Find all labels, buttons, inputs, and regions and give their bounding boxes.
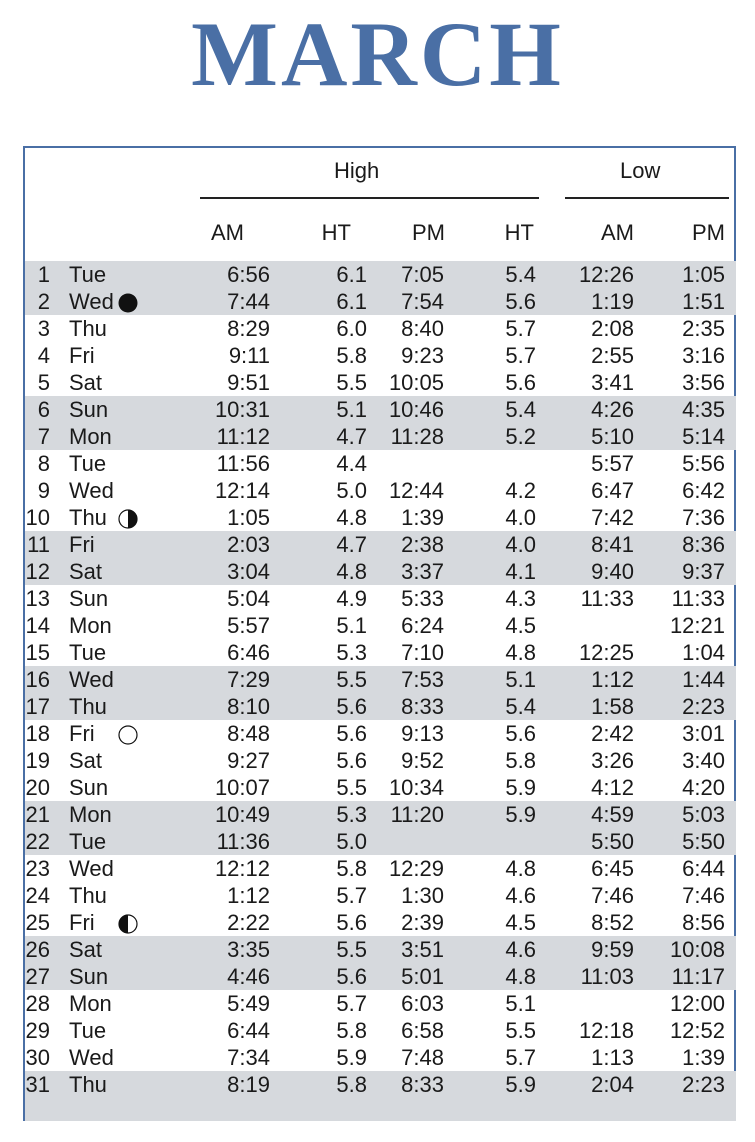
weekday: Mon (69, 424, 112, 449)
high-pm-height: 5.9 (505, 1072, 536, 1097)
weekday: Mon (69, 991, 112, 1016)
day-number: 21 (25, 802, 50, 827)
table-row (25, 990, 736, 1017)
low-pm-time: 2:35 (682, 316, 725, 341)
table-row (25, 639, 736, 666)
day-number: 7 (37, 424, 50, 449)
high-pm-height: 5.2 (505, 424, 536, 449)
high-am-time: 8:48 (227, 721, 270, 746)
high-am-time: 10:49 (214, 802, 270, 827)
high-pm-height: 5.7 (505, 343, 536, 368)
low-group-rule (565, 197, 729, 199)
low-pm-time: 5:14 (682, 424, 725, 449)
day-number: 24 (25, 883, 50, 908)
high-pm-height: 4.8 (505, 964, 536, 989)
high-am-height: 5.7 (336, 991, 367, 1016)
weekday: Thu (69, 883, 107, 908)
low-pm-time: 4:20 (682, 775, 725, 800)
high-pm-height: 4.2 (505, 478, 536, 503)
high-am-height: 4.4 (336, 451, 367, 476)
weekday: Fri (69, 532, 95, 557)
high-am-time: 8:10 (227, 694, 270, 719)
high-am-time: 12:14 (214, 478, 270, 503)
high-am-time: 6:46 (227, 640, 270, 665)
weekday: Sat (69, 748, 103, 773)
high-am-height: 4.8 (336, 505, 367, 530)
last-quarter-icon (118, 913, 138, 933)
low-pm-time: 12:00 (669, 991, 725, 1016)
high-pm-time: 9:52 (401, 748, 444, 773)
day-number: 8 (37, 451, 50, 476)
full-moon-icon (118, 724, 138, 744)
high-am-height: 5.6 (336, 721, 367, 746)
high-pm-height: 4.6 (505, 937, 536, 962)
low-pm-time: 12:21 (669, 613, 725, 638)
high-am-time: 9:51 (227, 370, 270, 395)
low-am-time: 1:19 (591, 289, 634, 314)
high-am-height: 5.8 (336, 1018, 367, 1043)
low-am-time: 5:10 (591, 424, 634, 449)
low-am-time: 6:45 (591, 856, 634, 881)
low-am-time: 3:26 (591, 748, 634, 773)
high-am-time: 5:04 (227, 586, 270, 611)
high-pm-time: 10:46 (388, 397, 444, 422)
weekday: Tue (69, 640, 107, 665)
high-am-height: 5.7 (336, 883, 367, 908)
table-row (25, 666, 736, 693)
low-pm-time: 5:50 (682, 829, 725, 854)
low-am-time: 2:08 (591, 316, 634, 341)
low-pm-time: 12:52 (669, 1018, 725, 1043)
table-row (25, 288, 736, 315)
day-number: 31 (25, 1072, 50, 1097)
high-am-height: 5.0 (336, 829, 367, 854)
high-pm-time: 1:39 (401, 505, 444, 530)
low-pm-time: 7:46 (682, 883, 725, 908)
weekday: Sat (69, 370, 103, 395)
table-row (25, 1071, 736, 1098)
high-am-height: 5.1 (336, 397, 367, 422)
high-am-time: 5:57 (227, 613, 270, 638)
high-pm-time: 8:40 (401, 316, 444, 341)
table-row (25, 747, 736, 774)
high-am-height: 5.3 (336, 802, 367, 827)
high-am-height: 5.9 (336, 1045, 367, 1070)
low-am-time: 6:47 (591, 478, 634, 503)
high-pm-height: 5.4 (505, 694, 536, 719)
high-pm-height: 4.0 (505, 505, 536, 530)
day-number: 16 (25, 667, 50, 692)
high-pm-height: 5.1 (505, 667, 536, 692)
high-am-height: 4.9 (336, 586, 367, 611)
high-pm-time: 11:20 (390, 802, 444, 827)
col-header-low-pm: PM (692, 220, 725, 245)
high-pm-time: 6:58 (401, 1018, 444, 1043)
day-number: 28 (25, 991, 50, 1016)
low-pm-time: 9:37 (682, 559, 725, 584)
weekday: Fri (69, 721, 95, 746)
high-pm-height: 4.3 (505, 586, 536, 611)
high-am-height: 5.6 (336, 748, 367, 773)
high-pm-height: 4.8 (505, 856, 536, 881)
low-am-time: 2:42 (591, 721, 634, 746)
col-header-high-am: AM (211, 220, 244, 245)
weekday: Thu (69, 316, 107, 341)
weekday: Wed (69, 289, 114, 314)
high-pm-height: 4.5 (505, 910, 536, 935)
high-pm-height: 5.9 (505, 775, 536, 800)
high-pm-time: 10:34 (388, 775, 444, 800)
high-am-height: 5.0 (336, 478, 367, 503)
weekday: Thu (69, 1072, 107, 1097)
high-pm-height: 5.7 (505, 1045, 536, 1070)
high-pm-time: 6:03 (401, 991, 444, 1016)
day-number: 6 (37, 397, 50, 422)
high-am-time: 8:29 (227, 316, 270, 341)
table-row (25, 342, 736, 369)
high-am-time: 8:19 (227, 1072, 270, 1097)
low-pm-time: 5:03 (682, 802, 725, 827)
table-row (25, 450, 736, 477)
high-pm-time: 10:05 (388, 370, 444, 395)
table-row (25, 315, 736, 342)
low-am-time: 4:12 (591, 775, 634, 800)
high-am-height: 5.8 (336, 343, 367, 368)
high-pm-height: 5.6 (505, 370, 536, 395)
high-pm-height: 4.5 (505, 613, 536, 638)
high-pm-height: 4.8 (505, 640, 536, 665)
high-am-height: 5.6 (336, 910, 367, 935)
high-pm-height: 5.4 (505, 397, 536, 422)
table-row (25, 1044, 736, 1071)
weekday: Fri (69, 910, 95, 935)
high-pm-time: 6:24 (401, 613, 444, 638)
high-am-height: 5.6 (336, 964, 367, 989)
weekday: Wed (69, 478, 114, 503)
high-pm-height: 5.6 (505, 721, 536, 746)
high-pm-height: 5.5 (505, 1018, 536, 1043)
day-number: 18 (25, 721, 50, 746)
high-am-time: 3:35 (227, 937, 270, 962)
day-number: 1 (37, 262, 50, 287)
table-row (25, 261, 736, 288)
weekday: Fri (69, 343, 95, 368)
table-row (25, 720, 736, 747)
high-am-time: 5:49 (227, 991, 270, 1016)
high-pm-time: 7:05 (401, 262, 444, 287)
table-row (25, 801, 736, 828)
weekday: Wed (69, 856, 114, 881)
table-row (25, 396, 736, 423)
weekday: Tue (69, 829, 107, 854)
col-header-high-pm: PM (412, 220, 445, 245)
weekday: Sun (69, 964, 109, 989)
high-pm-time: 8:33 (401, 1072, 444, 1097)
low-pm-time: 6:44 (682, 856, 725, 881)
high-am-time: 11:56 (216, 451, 270, 476)
table-row (25, 1017, 736, 1044)
high-pm-height: 5.8 (505, 748, 536, 773)
high-pm-height: 5.1 (505, 991, 536, 1016)
high-am-time: 2:03 (227, 532, 270, 557)
table-row (25, 558, 736, 585)
weekday: Thu (69, 694, 107, 719)
low-am-time: 5:57 (591, 451, 634, 476)
weekday: Tue (69, 262, 107, 287)
day-number: 13 (25, 586, 50, 611)
col-header-low-am: AM (601, 220, 634, 245)
high-am-height: 6.1 (336, 262, 367, 287)
high-am-time: 2:22 (227, 910, 270, 935)
day-number: 23 (25, 856, 50, 881)
day-number: 14 (25, 613, 50, 638)
table-row (25, 828, 736, 855)
day-number: 27 (25, 964, 50, 989)
day-number: 19 (25, 748, 50, 773)
day-number: 30 (25, 1045, 50, 1070)
low-pm-time: 7:36 (682, 505, 725, 530)
low-pm-time: 8:36 (682, 532, 725, 557)
low-pm-time: 3:16 (682, 343, 725, 368)
high-pm-time: 9:23 (401, 343, 444, 368)
low-am-time: 11:03 (580, 964, 634, 989)
low-am-time: 8:52 (591, 910, 634, 935)
high-pm-time: 8:33 (401, 694, 444, 719)
weekday: Wed (69, 667, 114, 692)
day-number: 15 (25, 640, 50, 665)
low-pm-time: 1:05 (682, 262, 725, 287)
low-am-time: 1:12 (591, 667, 634, 692)
table-row (25, 963, 736, 990)
low-am-time: 2:55 (591, 343, 634, 368)
high-am-height: 5.5 (336, 370, 367, 395)
day-number: 2 (37, 289, 50, 314)
high-am-height: 5.8 (336, 856, 367, 881)
high-pm-time: 3:51 (401, 937, 444, 962)
high-am-time: 7:44 (227, 289, 270, 314)
day-number: 12 (25, 559, 50, 584)
day-number: 5 (37, 370, 50, 395)
weekday: Sun (69, 586, 109, 611)
table-row (25, 369, 736, 396)
weekday: Sun (69, 775, 109, 800)
high-am-time: 6:56 (227, 262, 270, 287)
weekday: Mon (69, 613, 112, 638)
high-am-height: 5.6 (336, 694, 367, 719)
low-am-time: 12:25 (578, 640, 634, 665)
weekday: Sat (69, 559, 103, 584)
low-am-time: 5:50 (591, 829, 634, 854)
low-am-time: 7:46 (591, 883, 634, 908)
day-number: 10 (25, 505, 50, 530)
high-pm-time: 9:13 (401, 721, 444, 746)
first-quarter-icon (118, 508, 138, 528)
low-am-time: 12:26 (578, 262, 634, 287)
low-pm-time: 11:33 (671, 586, 725, 611)
high-am-height: 5.3 (336, 640, 367, 665)
weekday: Wed (69, 1045, 114, 1070)
low-pm-time: 1:44 (682, 667, 725, 692)
low-pm-time: 8:56 (682, 910, 725, 935)
low-pm-time: 3:01 (682, 721, 725, 746)
col-header-high-pm-ht: HT (504, 220, 534, 245)
high-am-height: 5.8 (336, 1072, 367, 1097)
high-am-time: 11:36 (216, 829, 270, 854)
weekday: Tue (69, 1018, 107, 1043)
low-am-time: 3:41 (591, 370, 634, 395)
low-pm-time: 11:17 (671, 964, 725, 989)
table-row (25, 693, 736, 720)
weekday: Sun (69, 397, 109, 422)
high-am-time: 10:07 (214, 775, 270, 800)
low-pm-time: 6:42 (682, 478, 725, 503)
high-am-height: 4.7 (336, 424, 367, 449)
high-am-height: 4.7 (336, 532, 367, 557)
low-pm-time: 3:40 (682, 748, 725, 773)
low-am-time: 1:58 (591, 694, 634, 719)
table-row (25, 423, 736, 450)
high-pm-time: 2:38 (401, 532, 444, 557)
table-row (25, 882, 736, 909)
low-am-time: 4:59 (591, 802, 634, 827)
low-pm-time: 2:23 (682, 694, 725, 719)
high-am-time: 1:05 (227, 505, 270, 530)
high-am-time: 11:12 (216, 424, 270, 449)
high-am-height: 4.8 (336, 559, 367, 584)
high-am-time: 9:27 (227, 748, 270, 773)
high-am-height: 5.5 (336, 667, 367, 692)
low-pm-time: 2:23 (682, 1072, 725, 1097)
high-am-height: 5.5 (336, 775, 367, 800)
low-pm-time: 3:56 (682, 370, 725, 395)
high-pm-time: 5:33 (401, 586, 444, 611)
high-pm-height: 5.7 (505, 316, 536, 341)
col-header-high-am-ht: HT (321, 220, 351, 245)
table-row (25, 909, 736, 936)
page-title: MARCH (191, 3, 564, 105)
weekday: Mon (69, 802, 112, 827)
high-group-rule (200, 197, 539, 199)
day-number: 29 (25, 1018, 50, 1043)
high-am-time: 12:12 (214, 856, 270, 881)
low-pm-time: 4:35 (682, 397, 725, 422)
high-pm-time: 7:54 (401, 289, 444, 314)
low-pm-time: 1:51 (682, 289, 725, 314)
high-am-time: 10:31 (214, 397, 270, 422)
low-pm-time: 10:08 (669, 937, 725, 962)
high-am-time: 6:44 (227, 1018, 270, 1043)
day-number: 22 (25, 829, 50, 854)
high-pm-time: 2:39 (401, 910, 444, 935)
day-number: 17 (25, 694, 50, 719)
day-number: 9 (37, 478, 50, 503)
high-pm-time: 5:01 (401, 964, 444, 989)
high-pm-height: 5.9 (505, 802, 536, 827)
table-row (25, 531, 736, 558)
low-am-time: 2:04 (591, 1072, 634, 1097)
high-pm-time: 3:37 (401, 559, 444, 584)
low-am-time: 7:42 (591, 505, 634, 530)
low-am-time: 9:59 (591, 937, 634, 962)
low-am-time: 8:41 (591, 532, 634, 557)
high-pm-time: 7:10 (401, 640, 444, 665)
low-am-time: 4:26 (591, 397, 634, 422)
low-am-time: 12:18 (578, 1018, 634, 1043)
high-pm-time: 12:29 (388, 856, 444, 881)
day-number: 20 (25, 775, 50, 800)
high-pm-height: 4.6 (505, 883, 536, 908)
high-am-time: 7:34 (227, 1045, 270, 1070)
high-pm-height: 5.4 (505, 262, 536, 287)
table-row (25, 774, 736, 801)
low-pm-time: 1:04 (682, 640, 725, 665)
table-row (25, 477, 736, 504)
low-am-time: 11:33 (580, 586, 634, 611)
high-am-height: 5.5 (336, 937, 367, 962)
high-pm-height: 4.1 (505, 559, 536, 584)
high-group-label: High (334, 158, 380, 183)
low-am-time: 9:40 (591, 559, 634, 584)
low-pm-time: 1:39 (682, 1045, 725, 1070)
high-pm-time: 7:53 (401, 667, 444, 692)
high-am-time: 7:29 (227, 667, 270, 692)
high-pm-height: 5.6 (505, 289, 536, 314)
day-number: 4 (37, 343, 50, 368)
high-am-time: 1:12 (227, 883, 270, 908)
low-pm-time: 5:56 (682, 451, 725, 476)
high-am-height: 5.1 (336, 613, 367, 638)
high-am-time: 9:11 (228, 343, 270, 368)
weekday: Tue (69, 451, 107, 476)
low-am-time: 1:13 (591, 1045, 634, 1070)
day-number: 11 (27, 532, 50, 557)
high-pm-time: 11:28 (390, 424, 444, 449)
new-moon-icon (118, 292, 138, 312)
high-am-time: 3:04 (227, 559, 270, 584)
high-pm-time: 7:48 (401, 1045, 444, 1070)
weekday: Sat (69, 937, 103, 962)
high-pm-time: 1:30 (401, 883, 444, 908)
table-row (25, 936, 736, 963)
high-am-time: 4:46 (227, 964, 270, 989)
high-pm-height: 4.0 (505, 532, 536, 557)
day-number: 25 (25, 910, 50, 935)
table-row (25, 612, 736, 639)
table-row (25, 585, 736, 612)
high-pm-time: 12:44 (388, 478, 444, 503)
table-row (25, 504, 736, 531)
high-am-height: 6.1 (336, 289, 367, 314)
table-row (25, 855, 736, 882)
day-number: 26 (25, 937, 50, 962)
high-am-height: 6.0 (336, 316, 367, 341)
weekday: Thu (69, 505, 107, 530)
low-group-label: Low (620, 158, 661, 183)
day-number: 3 (37, 316, 50, 341)
